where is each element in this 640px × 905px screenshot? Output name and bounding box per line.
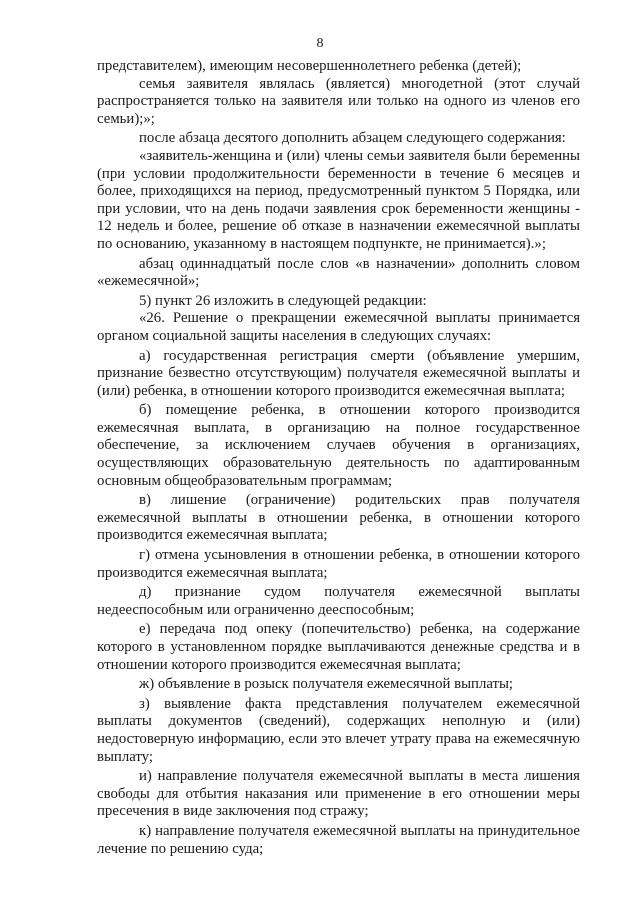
paragraph-4: «заявитель-женщина и (или) члены семьи заявителя были беременны (при условии продолжительности беременности в течение 6 месяцев и более, приходящихся на период, предусмотренный пунктом 5 Порядка, или при условии, что на день подачи заявления срок беременности женщины - 12 недель и более, решение об отказе в назначении ежемесячной выплаты по основанию, указанному в настоящем подпункте, не принимается).»; <box>97 147 580 252</box>
page-number: 8 <box>316 36 324 51</box>
paragraph-1: представителем), имеющим несовершеннолетнего ребенка (детей); <box>97 58 522 74</box>
paragraph-12: д) признание судом получателя ежемесячной выплаты недееспособным или ограниченно дееспособным; <box>97 584 580 618</box>
paragraph-10: в) лишение (ограничение) родительских прав получателя ежемесячной выплаты в отношении ребенка, в отношении которого производится ежемесячная выплата; <box>97 492 580 544</box>
paragraph-6: 5) пункт 26 изложить в следующей редакции: <box>139 292 427 309</box>
paragraph-13: е) передача под опеку (попечительство) ребенка, на содержание которого в установленном порядке выплачиваются денежные средства и в отношении которого производится ежемесячная выплата; <box>97 621 580 673</box>
paragraph-7: «26. Решение о прекращении ежемесячной выплаты принимается органом социальной защиты населения в следующих случаях: <box>97 310 580 344</box>
paragraph-8: а) государственная регистрация смерти (объявление умершим, признание безвестно отсутствующим) получателя ежемесячной выплаты и (или) ребенка, в отношении которого производится ежемесячная выплата; <box>97 347 580 399</box>
paragraph-17: к) направление получателя ежемесячной выплаты на принудительное лечение по решению суда; <box>97 822 580 857</box>
paragraph-11: г) отмена усыновления в отношении ребенка, в отношении которого производится ежемесячная выплата; <box>97 547 580 581</box>
paragraph-2: семья заявителя являлась (является) многодетной (этот случай распространяется только на заявителя или только на одного из членов его семьи);»; <box>97 75 580 127</box>
paragraph-3: после абзаца десятого дополнить абзацем следующего содержания: <box>139 130 566 147</box>
paragraph-15: з) выявление факта представления получателем ежемесячной выплаты документов (сведений), содержащих неполную и (или) недостоверную информацию, если это влечет утрату права на ежемесячную выплату; <box>97 695 580 765</box>
paragraph-5: абзац одиннадцатый после слов «в назначении» дополнить словом «ежемесячной»; <box>97 255 580 290</box>
document-body <box>97 58 580 858</box>
paragraph-9: б) помещение ребенка, в отношении которого производится ежемесячная выплата, в организацию на полное государственное обеспечение, за исключением случаев обучения в организациях, осуществляющих образовательную деятельность по адаптированным основным общеобразовательным программам; <box>97 402 580 489</box>
paragraph-14: ж) объявление в розыск получателя ежемесячной выплаты; <box>139 676 514 693</box>
paragraph-16: и) направление получателя ежемесячной выплаты в места лишения свободы для отбытия наказания или применение в его отношении меры пресечения в виде заключения под стражу; <box>97 768 580 820</box>
